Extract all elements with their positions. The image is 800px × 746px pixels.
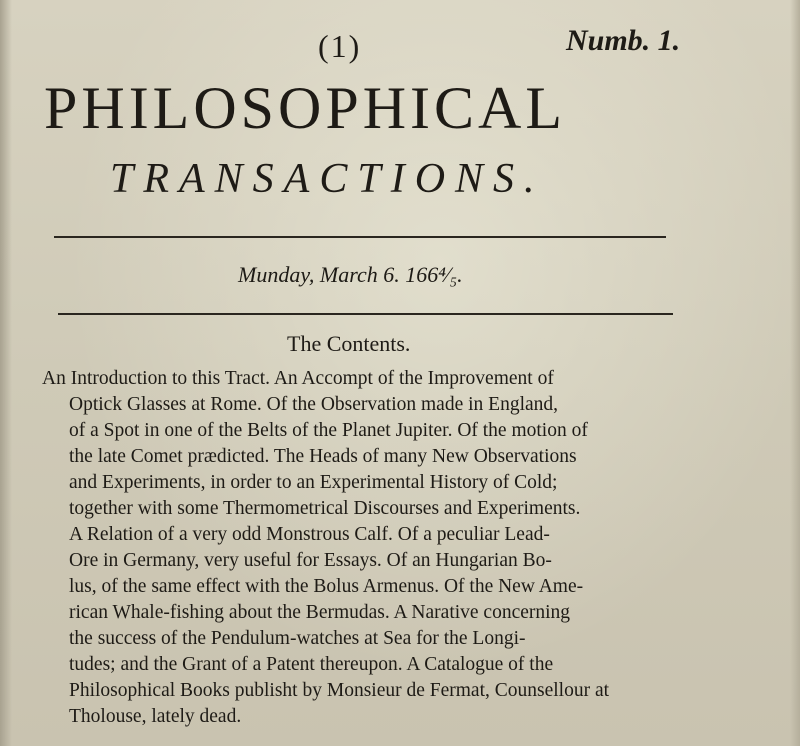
contents-line: Optick Glasses at Rome. Of the Observation made in England, [69,394,559,415]
contents-line: of a Spot in one of the Belts of the Planet Jupiter. Of the motion of [69,420,588,441]
contents-line: Philosophical Books publisht by Monsieur de Fermat, Counsellour at [69,680,610,701]
contents-line: the success of the Pendulum-watches at Sea for the Longi- [69,628,526,649]
contents-line: lus, of the same effect with the Bolus Armenus. Of the New Ame- [69,576,584,597]
divider-rule-bottom [58,313,673,315]
contents-line: Tholouse, lately dead. [69,706,242,727]
divider-rule-top [54,236,666,238]
contents-line: An Introduction to this Tract. An Accompt of the Improvement of [42,368,554,389]
issue-number: Numb. 1. [566,24,681,57]
contents-line: the late Comet prædicted. The Heads of many New Observations [69,446,577,467]
contents-line: together with some Thermometrical Discourses and Experiments. [69,498,581,519]
contents-text-block [42,366,682,730]
contents-line: and Experiments, in order to an Experimental History of Cold; [69,472,558,493]
contents-line: A Relation of a very odd Monstrous Calf. Of a peculiar Lead- [69,524,550,545]
journal-title-line-2: TRANSACTIONS. [110,156,545,202]
issue-date: Munday, March 6. 166⁴⁄₅. [238,262,463,287]
page-number: (1) [318,28,362,64]
contents-line: rican Whale-fishing about the Bermudas. A Narative concerning [69,602,571,623]
journal-title-line-1: PHILOSOPHICAL [44,75,567,141]
contents-heading: The Contents. [287,331,411,356]
contents-line: Ore in Germany, very useful for Essays. Of an Hungarian Bo- [69,550,552,571]
contents-line: tudes; and the Grant of a Patent thereupon. A Catalogue of the [69,654,554,675]
page-edge-shadow-right [790,0,800,746]
page-edge-shadow-left [0,0,12,746]
